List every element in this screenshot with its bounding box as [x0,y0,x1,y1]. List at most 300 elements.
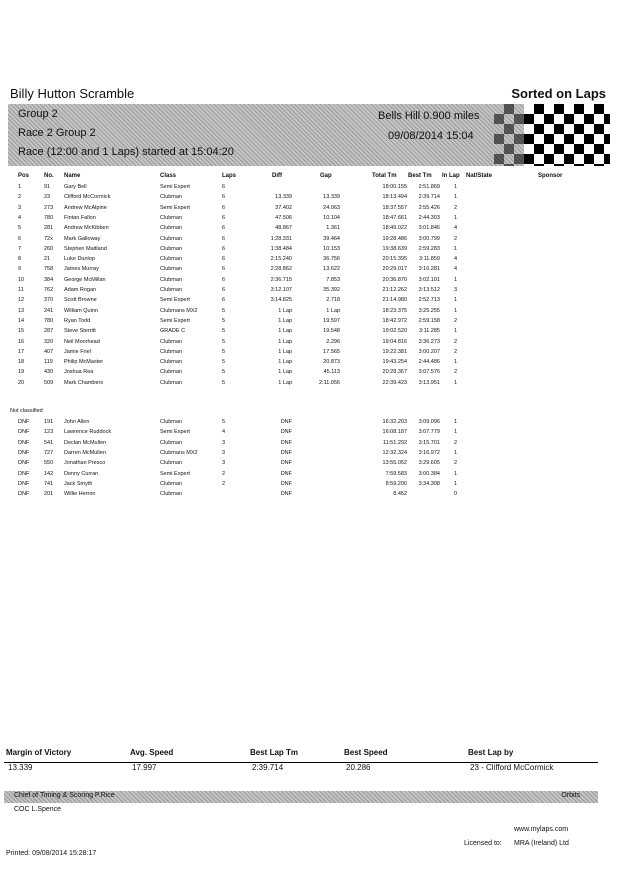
cell-pos: DNF [18,470,30,477]
cell-diff: 1 Lap [278,328,292,335]
cell-diff: 48.867 [275,225,292,232]
cell-name: Clifford McCormick [64,194,111,201]
cell-pos: 16 [18,338,25,345]
cell-best-time: 3:36.273 [418,338,440,345]
cell-diff: DNF [280,480,292,487]
licensed-label: Licensed to: [464,840,502,847]
cell-diff: DNF [280,429,292,436]
cell-pos: 4 [18,214,22,221]
cell-number: 509 [44,379,54,386]
table-row [8,318,610,327]
licensed-value: MRA (Ireland) Ltd [514,840,569,847]
cell-in-lap: 1 [454,429,458,436]
cell-pos: 11 [18,287,24,293]
cell-pos: DNF [18,460,30,467]
cell-number: 241 [44,307,54,314]
cell-laps: 5 [222,359,226,366]
cell-pos: DNF [18,449,30,456]
chief-band [4,791,598,803]
cell-class: Clubman [160,276,183,283]
cell-number: 91 [44,184,51,190]
cell-best-time: 3:15.701 [418,439,440,446]
cell-class: Semi Expert [160,204,190,211]
cell-laps: 6 [222,276,226,283]
cell-gap: 35.392 [323,287,340,293]
cell-number: 142 [44,470,54,477]
cell-name: Stephen Maitland [64,245,107,252]
cell-diff: DNF [280,470,292,477]
cell-best-time: 3:11.859 [418,256,440,263]
cell-class: GRADE C [160,328,186,335]
cell-diff: 3:12.107 [270,287,292,293]
cell-laps: 5 [222,317,226,324]
cell-in-lap: 1 [454,194,458,201]
cell-laps: 6 [222,225,226,232]
cell-class: Clubman [160,225,183,232]
cell-class: Clubman [160,266,183,273]
cell-in-lap: 1 [454,214,458,221]
cell-total-time: 19:22.381 [382,348,407,355]
cell-gap: 1.361 [326,225,340,232]
col-no: No. [44,173,54,179]
cell-class: Clubman [160,194,183,201]
event-title: Billy Hutton Scramble [10,86,135,101]
cell-best-time: 3:16.972 [418,449,440,456]
orbits-label: Orbits [561,792,580,799]
cell-pos: DNF [18,480,30,487]
cell-pos: 3 [18,204,22,211]
cell-pos: 6 [18,235,22,242]
cell-pos: 15 [18,328,25,335]
cell-class: Semi Expert [160,317,190,324]
table-row [8,339,610,348]
table-row [8,184,610,193]
cell-class: Clubman [160,256,183,263]
cell-diff: 1 Lap [278,379,292,386]
cell-class: Clubmans MX2 [160,449,198,456]
cell-class: Clubman [160,460,183,467]
cell-laps: 6 [222,184,226,190]
table-row [8,328,610,337]
table-row [8,194,610,203]
cell-in-lap: 2 [454,460,458,467]
cell-laps: 5 [222,348,226,355]
cell-pos: 12 [18,297,25,304]
cell-diff: DNF [280,460,292,467]
cell-diff: 1:28.331 [270,235,292,242]
table-row [8,349,610,358]
cell-best-time: 2:44.486 [418,359,440,366]
cell-laps: 3 [222,449,226,456]
cell-number: 727 [44,449,54,456]
table-row [8,481,610,490]
cell-number: 273 [44,204,54,211]
cell-laps: 3 [222,460,226,467]
avg-speed-label: Avg. Speed [130,748,174,757]
cell-gap: 24.063 [323,204,340,211]
cell-gap: 36.756 [323,256,340,263]
col-inlap: In Lap [442,173,460,179]
cell-pos: 2 [18,194,22,201]
cell-pos: 13 [18,307,25,314]
cell-diff: 1 Lap [278,307,292,314]
col-sponsor: Sponsor [538,173,563,179]
cell-total-time: 19:28.486 [382,235,407,242]
col-class: Class [160,173,177,179]
table-row [8,215,610,224]
cell-pos: 18 [18,359,25,366]
cell-diff: 2:15.240 [270,256,292,263]
cell-number: 780 [44,214,54,221]
cell-in-lap: 2 [454,338,458,345]
cell-diff: DNF [280,439,292,446]
cell-name: Joshua Rea [64,369,94,376]
cell-number: 384 [44,276,54,283]
cell-gap: 10.153 [323,245,340,252]
margin-value: 13.339 [8,763,33,772]
cell-in-lap: 2 [454,235,458,242]
cell-gap: 17.565 [323,348,340,355]
cell-gap: 13.622 [323,266,340,273]
cell-diff: 1 Lap [278,359,292,366]
cell-laps: 4 [222,429,226,436]
cell-pos: DNF [18,491,30,498]
col-laps: Laps [222,173,237,179]
cell-in-lap: 1 [454,276,458,283]
cell-number: 23 [44,194,51,201]
cell-in-lap: 2 [454,439,458,446]
cell-best-time: 2:55.426 [418,204,440,211]
cell-class: Clubman [160,439,183,446]
cell-total-time: 19:43.254 [382,359,407,366]
cell-pos: 1 [18,184,22,190]
col-pos: Pos [18,173,30,179]
table-row [8,308,610,317]
cell-best-time: 3:11.285 [418,328,440,335]
cell-laps: 6 [222,214,226,221]
cell-in-lap: 1 [454,297,458,304]
cell-best-time: 3:16.281 [418,266,440,273]
mylaps-url: www.mylaps.com [514,826,569,833]
cell-laps: 6 [222,266,226,273]
cell-in-lap: 2 [454,204,458,211]
cell-best-time: 3:01.846 [418,225,440,232]
cell-in-lap: 2 [454,369,458,376]
col-diff: Diff [272,173,282,179]
cell-class: Clubman [160,287,183,293]
cell-best-time: 3:02.101 [418,276,440,283]
col-nat: Nat/State [466,173,493,179]
cell-laps: 5 [222,328,226,335]
cell-total-time: 16:32.203 [382,419,407,425]
best-lap-by-label: Best Lap by [468,748,514,757]
cell-pos: DNF [18,419,30,425]
table-row [8,225,610,234]
cell-class: Clubmans MX2 [160,307,198,314]
cell-diff: 2:36.715 [270,276,292,283]
cell-class: Clubman [160,491,183,498]
cell-in-lap: 1 [454,379,458,386]
cell-in-lap: 1 [454,245,458,252]
cell-in-lap: 4 [454,266,458,273]
cell-best-time: 3:07.779 [418,429,440,436]
cell-best-time: 3:25.255 [418,307,440,314]
cell-gap: 13.339 [323,194,340,201]
race-label: Race 2 Group 2 [18,127,96,139]
cell-best-time: 2:52.713 [418,297,440,304]
cell-name: Steve Sterritt [64,328,96,335]
cell-laps: 6 [222,235,226,242]
table-row [8,419,610,428]
cell-best-time: 3:00.207 [418,348,440,355]
cell-gap: 10.104 [323,214,340,221]
cell-best-time: 3:13.951 [418,379,440,386]
cell-total-time: 18:23.375 [382,307,407,314]
cell-best-time: 3:00.384 [418,470,440,477]
margin-label: Margin of Victory [6,748,72,757]
cell-total-time: 13:55.052 [382,460,407,467]
cell-in-lap: 4 [454,256,458,263]
cell-number: 260 [44,245,54,252]
cell-in-lap: 1 [454,307,458,314]
cell-number: 762 [44,287,54,293]
race-datetime: 09/08/2014 15:04 [388,130,474,142]
cell-gap: 2:11.056 [318,379,340,386]
table-row [8,471,610,480]
cell-class: Clubman [160,480,183,487]
track-location: Bells Hill 0.900 miles [378,110,480,122]
cell-class: Clubman [160,235,183,242]
cell-name: Andrew McKibben [64,225,109,232]
cell-number: 407 [44,348,54,355]
cell-diff: DNF [280,449,292,456]
best-speed-label: Best Speed [344,748,388,757]
cell-name: Scott Browne [64,297,97,304]
cell-class: Semi Expert [160,429,190,436]
cell-pos: 20 [18,379,25,386]
cell-pos: 9 [18,266,22,273]
cell-class: Clubman [160,214,183,221]
cell-total-time: 19:04.816 [382,338,407,345]
cell-in-lap: 2 [454,317,458,324]
cell-number: 287 [44,328,54,335]
cell-in-lap: 1 [454,419,458,425]
cell-total-time: 18:00.155 [382,184,407,190]
cell-class: Clubman [160,369,183,376]
cell-total-time: 7:59.583 [385,470,407,477]
cell-total-time: 21:14.980 [382,297,407,304]
cell-name: Darren McMullen [64,449,106,456]
chief-of-timing: Chief of Timing & Scoring P.Rice [14,792,115,799]
cell-best-time: 3:00.799 [418,235,440,242]
cell-name: Andrew McAlpine [64,204,107,211]
cell-name: Neil Moorhead [64,338,100,345]
cell-laps: 5 [222,369,226,376]
cell-name: Willie Herron [64,491,96,498]
cell-laps: 2 [222,470,226,477]
cell-name: Jonathan Presco [64,460,106,467]
cell-pos: DNF [18,439,30,446]
cell-in-lap: 0 [454,491,458,498]
table-row [8,205,610,214]
cell-number: 123 [44,429,54,436]
col-gap: Gap [320,173,332,179]
cell-class: Semi Expert [160,470,190,477]
cell-total-time: 18:47.661 [382,214,407,221]
table-row [8,450,610,459]
cell-laps: 6 [222,256,226,263]
checkered-flag-fade-icon [494,104,524,166]
cell-best-time: 2:59.283 [418,245,440,252]
cell-pos: 7 [18,245,22,252]
cell-diff: 2:28.862 [270,266,292,273]
cell-number: 201 [44,491,54,498]
cell-laps: 2 [222,480,226,487]
cell-number: 541 [44,439,54,446]
cell-number: 191 [44,419,54,425]
cell-class: Clubman [160,419,183,425]
cell-best-time: 2:59.158 [418,317,440,324]
sort-label: Sorted on Laps [511,86,606,101]
best-lap-value: 2:39.714 [252,763,284,772]
cell-name: Luke Dunlop [64,256,95,263]
cell-in-lap: 1 [454,184,458,190]
printed-timestamp: Printed: 09/08/2014 15:28:17 [6,850,97,857]
table-row [8,277,610,286]
race-info-band [8,104,610,166]
cell-diff: DNF [280,419,292,425]
cell-name: Denny Curran [64,470,99,477]
cell-best-time: 3:13.512 [418,287,440,293]
cell-pos: 8 [18,256,22,263]
cell-diff: 1 Lap [278,317,292,324]
cell-in-lap: 1 [454,480,458,487]
cell-total-time: 19:38.639 [382,245,407,252]
cell-diff: 1 Lap [278,338,292,345]
cell-name: Gary Bell [64,184,87,190]
cell-best-time: 2:44.303 [418,214,440,221]
col-name: Name [64,173,81,179]
cell-total-time: 19:02.520 [382,328,407,335]
report-header [8,86,610,105]
cell-pos: DNF [18,429,30,436]
cell-best-time: 3:07.576 [418,369,440,376]
cell-total-time: 11:51.292 [382,439,407,446]
cell-class: Semi Expert [160,184,190,190]
cell-gap: 1 Lap [326,307,340,314]
cell-number: 72x [44,235,53,242]
cell-best-time: 2:51.869 [418,184,440,190]
cell-name: Jack Smyth [64,480,93,487]
table-row [8,297,610,306]
cell-name: Ryan Todd [64,317,91,324]
cell-total-time: 16:08.187 [382,429,407,436]
cell-class: Clubman [160,338,183,345]
cell-number: 430 [44,369,54,376]
not-classified-label: Not classified [10,408,43,414]
cell-total-time: 20:28.367 [382,369,407,376]
table-row [8,256,610,265]
cell-pos: 14 [18,317,25,324]
cell-total-time: 12:32.324 [382,449,407,456]
cell-in-lap: 1 [454,328,458,335]
table-row [8,359,610,368]
cell-laps: 5 [222,338,226,345]
cell-diff: 1:38.484 [270,245,292,252]
cell-number: 741 [44,480,54,487]
cell-diff: 3:14.825 [270,297,292,304]
cell-in-lap: 1 [454,470,458,477]
cell-total-time: 18:49.022 [382,225,407,232]
cell-name: William Quinn [64,307,98,314]
table-row [8,491,610,500]
cell-laps: 5 [222,307,226,314]
cell-diff: 1 Lap [278,369,292,376]
cell-laps: 6 [222,194,226,201]
cell-best-time: 3:34.308 [418,480,440,487]
cell-name: Philip McMaster [64,359,104,366]
cell-in-lap: 1 [454,359,458,366]
cell-number: 21 [44,256,51,263]
cell-number: 758 [44,266,54,273]
table-row [8,460,610,469]
cell-pos: 10 [18,276,25,283]
cell-diff: 37.402 [275,204,292,211]
table-row [8,380,610,389]
cell-total-time: 20:36.870 [382,276,407,283]
table-row [8,429,610,438]
cell-laps: 6 [222,245,226,252]
table-row [8,266,610,275]
cell-class: Clubman [160,348,183,355]
cell-name: Lawrence Ruddock [64,429,112,436]
cell-name: Mark Galloway [64,235,101,242]
cell-gap: 19.548 [323,328,340,335]
cell-name: Jamie Friel [64,348,91,355]
cell-name: George McMillan [64,276,106,283]
cell-pos: 5 [18,225,22,232]
cell-best-time: 3:09.096 [418,419,440,425]
race-info: Race (12:00 and 1 Laps) started at 15:04:20 [18,146,234,158]
cell-gap: 39.464 [323,235,340,242]
cell-class: Clubman [160,245,183,252]
best-speed-value: 20.286 [346,763,371,772]
cell-pos: 19 [18,369,25,376]
coc-label: COC L.Spence [14,806,62,813]
cell-gap: 19.597 [323,317,340,324]
cell-total-time: 8.452 [393,491,407,498]
cell-total-time: 22:39.423 [382,379,407,386]
cell-class: Clubman [160,359,183,366]
cell-number: 320 [44,338,54,345]
cell-class: Clubman [160,379,183,386]
cell-total-time: 21:12.262 [382,287,407,293]
col-best: Best Tm [408,173,432,179]
table-row [8,287,610,296]
cell-gap: 2.296 [326,338,340,345]
cell-total-time: 18:13.494 [382,194,407,201]
cell-gap: 7.853 [326,276,340,283]
cell-gap: 2.718 [326,297,340,304]
cell-laps: 6 [222,287,226,293]
cell-name: Declan McMullen [64,439,107,446]
cell-diff: 13.339 [275,194,292,201]
cell-class: Semi Expert [160,297,190,304]
cell-in-lap: 4 [454,225,458,232]
checkered-flag-icon [524,104,610,166]
table-row [8,369,610,378]
cell-total-time: 18:37.557 [382,204,407,211]
